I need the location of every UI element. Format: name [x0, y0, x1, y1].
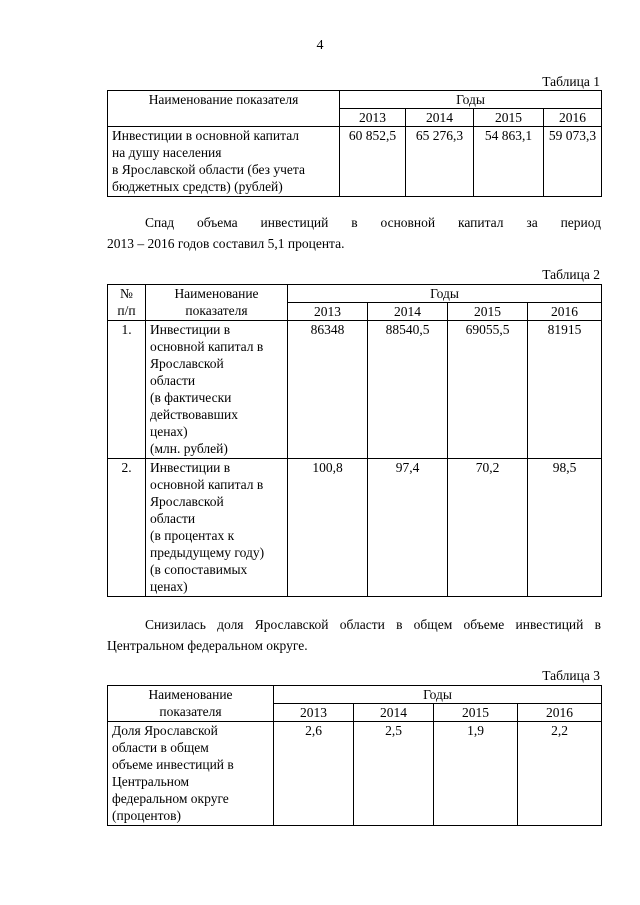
table2-year: 2015 [448, 303, 528, 321]
table3-header-name [108, 686, 274, 722]
table3 [107, 685, 602, 826]
header-line: показателя [185, 303, 248, 318]
table2-year: 2013 [288, 303, 368, 321]
label-line: (в фактически [150, 390, 232, 405]
label-line: области в общем [112, 740, 209, 755]
table2 [107, 284, 602, 597]
label-line: (в процентах к [150, 528, 235, 543]
table3-value: 2,2 [518, 722, 602, 826]
table1-year: 2014 [406, 109, 474, 127]
table2-value: 97,4 [368, 459, 448, 597]
table3-value: 2,6 [274, 722, 354, 826]
table3-year: 2016 [518, 704, 602, 722]
table1-value: 54 863,1 [474, 127, 544, 197]
table2-row-no: 2. [108, 459, 146, 597]
label-line: Ярославской [150, 494, 224, 509]
label-line: в Ярославской области (без учета [112, 162, 305, 177]
label-line: основной капитал в [150, 339, 264, 354]
label-line: Ярославской [150, 356, 224, 371]
header-line: Наименование [148, 687, 233, 702]
table2-value: 69055,5 [448, 321, 528, 459]
table3-header-years: Годы [274, 686, 602, 704]
table2-row-no: 1. [108, 321, 146, 459]
table2-header-years: Годы [288, 285, 602, 303]
label-line: области [150, 373, 196, 388]
label-line: действовавших [150, 407, 238, 422]
header-line: № [120, 286, 133, 301]
label-line: объеме инвестиций в [112, 757, 234, 772]
label-line: ценах) [150, 579, 188, 594]
paragraph-line: Центральном федеральном округе. [107, 638, 308, 653]
table1-year: 2013 [340, 109, 406, 127]
table2-value: 70,2 [448, 459, 528, 597]
label-line: ценах) [150, 424, 188, 439]
paragraph-investment-decline [107, 212, 601, 254]
table1-caption: Таблица 1 [542, 74, 600, 89]
table2-value: 100,8 [288, 459, 368, 597]
table1-header-name: Наименование показателя [108, 91, 340, 127]
table2-value: 86348 [288, 321, 368, 459]
label-line: предыдущему году) [150, 545, 265, 560]
paragraph-share-decline [107, 614, 601, 656]
table1-value: 60 852,5 [340, 127, 406, 197]
table1-year: 2016 [544, 109, 602, 127]
page-number: 4 [316, 38, 324, 53]
table2-row-label [146, 321, 288, 459]
table2-value: 81915 [528, 321, 602, 459]
table1-value: 65 276,3 [406, 127, 474, 197]
label-line: бюджетных средств) (рублей) [112, 179, 283, 194]
table2-value: 98,5 [528, 459, 602, 597]
table3-value: 2,5 [354, 722, 434, 826]
label-line: (млн. рублей) [150, 441, 228, 456]
table3-year: 2015 [434, 704, 518, 722]
table1-year: 2015 [474, 109, 544, 127]
label-line: Центральном [112, 774, 190, 789]
table3-year: 2013 [274, 704, 354, 722]
header-line: п/п [117, 303, 136, 318]
table1-value: 59 073,3 [544, 127, 602, 197]
table2-year: 2014 [368, 303, 448, 321]
table3-value: 1,9 [434, 722, 518, 826]
label-line: (процентов) [112, 808, 182, 823]
label-line: Инвестиции в [150, 460, 231, 475]
label-line: (в сопоставимых [150, 562, 248, 577]
paragraph-line: Снизилась доля Ярославской области в общем объеме инвестиций в [145, 617, 601, 632]
label-line: Инвестиции в [150, 322, 231, 337]
label-line: области [150, 511, 196, 526]
table1 [107, 90, 602, 197]
paragraph-line: 2013 – 2016 годов составил 5,1 процента. [107, 236, 345, 251]
label-line: на душу населения [112, 145, 222, 160]
label-line: федеральном округе [112, 791, 229, 806]
header-line: Наименование [174, 286, 259, 301]
table1-header-years: Годы [340, 91, 602, 109]
table2-row-label [146, 459, 288, 597]
table2-value: 88540,5 [368, 321, 448, 459]
table3-caption: Таблица 3 [542, 668, 600, 683]
label-line: Инвестиции в основной капитал [112, 128, 300, 143]
header-line: показателя [159, 704, 222, 719]
label-line: Доля Ярославской [112, 723, 218, 738]
label-line: основной капитал в [150, 477, 264, 492]
table2-year: 2016 [528, 303, 602, 321]
table2-caption: Таблица 2 [542, 267, 600, 282]
table2-header-name [146, 285, 288, 321]
table3-year: 2014 [354, 704, 434, 722]
table2-header-no [108, 285, 146, 321]
table3-row-label [108, 722, 274, 826]
table1-row-label [108, 127, 340, 197]
paragraph-line: Спад объема инвестиций в основной капитал за период [145, 215, 601, 230]
